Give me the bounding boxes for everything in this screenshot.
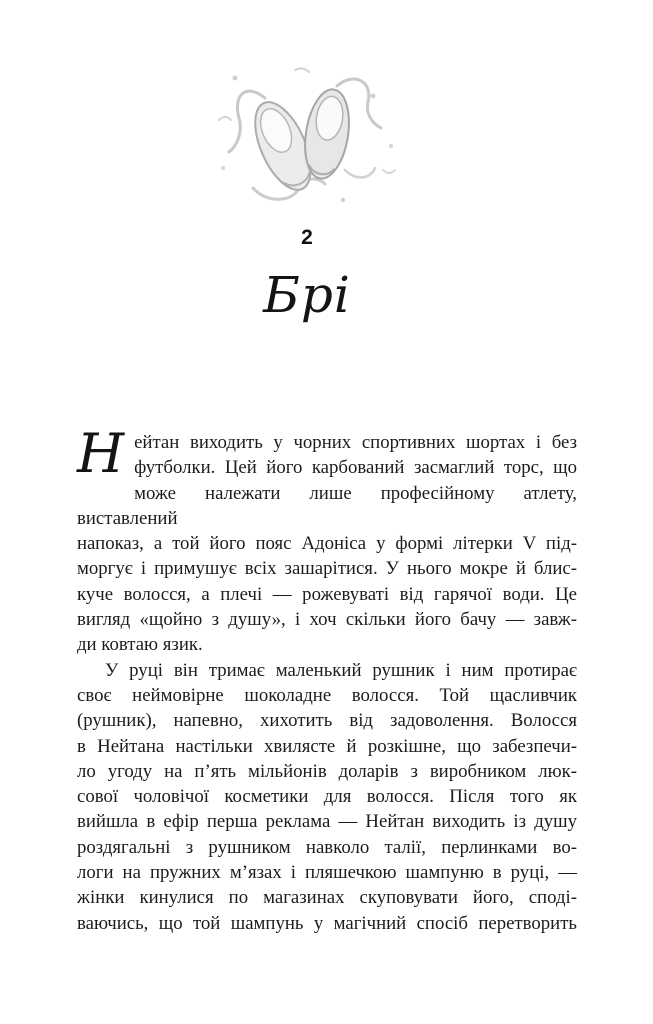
paragraph-1 <box>77 422 577 658</box>
text-line: ваючись, що той шампунь у магічний спосіб перетворить <box>77 912 577 934</box>
text-line: сової чоловічої косметики для волосся. Після того як <box>77 786 577 808</box>
text-line: моргує і примушує всіх зашарітися. У нього мокре й блис- <box>77 558 577 580</box>
text-line: роздягальні з рушником навколо талії, перлинками во- <box>77 836 577 858</box>
text-line: футболки. Цей його карбований засмаглий торс, що <box>134 457 577 479</box>
ballet-pointe-shoes-illustration <box>195 50 415 215</box>
text-line: жінки кинулися по магазинах скуповувати його, споді- <box>77 887 577 909</box>
text-line: логи на пружних м’язах і пляшечкою шампуню в руці, — <box>77 862 577 884</box>
body-text <box>77 422 577 936</box>
ballet-shoes-icon <box>195 50 415 215</box>
text-line: (рушник), напевно, хихотить від задоволення. Волосся <box>77 710 577 732</box>
paragraph-2 <box>77 658 577 936</box>
text-line: куче волосся, а плечі — рожевуваті від гарячої води. Це <box>77 583 577 605</box>
text-line: ло угоду на п’ять мільйонів доларів з виробником люк- <box>77 760 577 782</box>
text-line: ейтан виходить у чорних спортивних шортах і без <box>134 432 577 453</box>
text-line: ди ковтаю язик. <box>77 634 203 656</box>
text-line: вигляд «щойно з душу», і хоч скільки його бачу — завж- <box>77 609 577 631</box>
text-line: напоказ, а той його пояс Адоніса у формі літерки V під- <box>77 533 577 555</box>
chapter-number: 2 <box>301 226 313 249</box>
text-line: вийшла в ефір перша реклама — Нейтан виходить із душу <box>77 811 577 833</box>
text-line: У руці він тримає маленький рушник і ним протирає <box>105 659 577 681</box>
text-line: своє неймовірне шоколадне волосся. Той щасливчик <box>77 684 577 706</box>
drop-cap: Н <box>77 422 125 485</box>
chapter-title: Брі <box>263 266 351 324</box>
text-line: в Нейтана настільки хвилясте й розкішне, що забезпечи- <box>77 735 577 757</box>
text-line: може належати лише професійному атлету, виставлений <box>77 482 577 529</box>
